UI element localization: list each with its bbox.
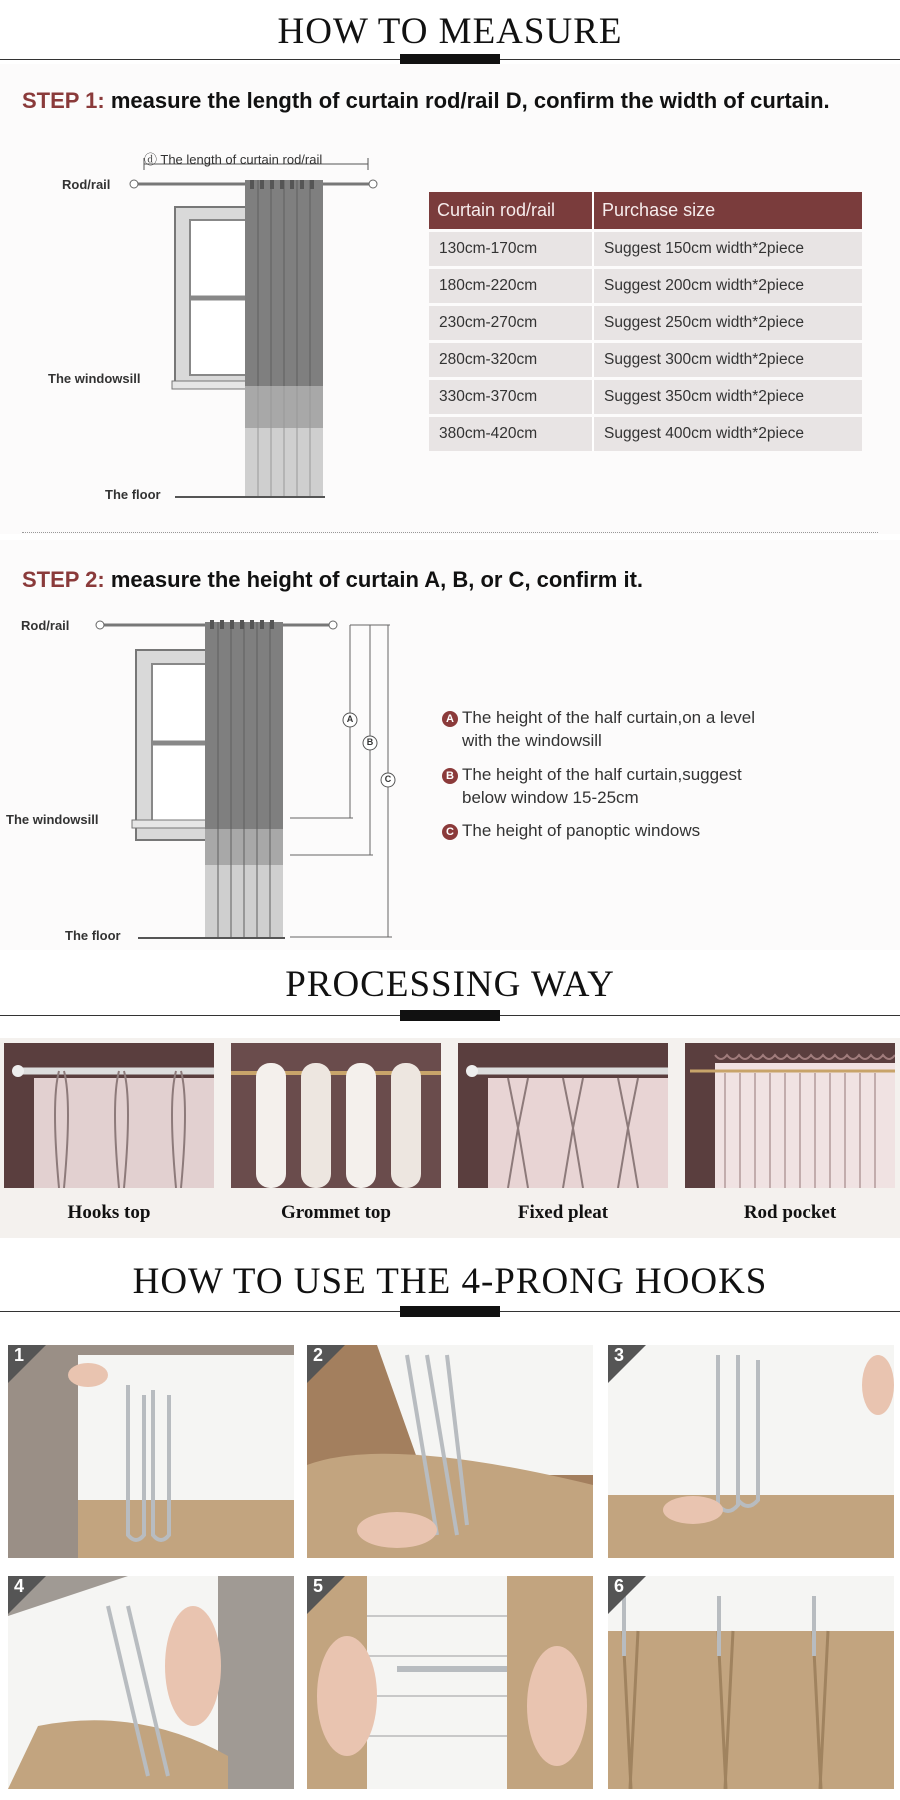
processing-label-grommet-top: Grommet top [281,1202,391,1223]
step1-text: measure the length of curtain rod/rail D, confirm the width of curtain. [110,88,830,113]
hook-step-number: 5 [313,1576,324,1596]
table-cell: Suggest 300cm width*2piece [592,343,862,377]
table-cell: 130cm-170cm [429,232,592,266]
size-table-header-cell: Purchase size [592,192,862,229]
step1-diagram [40,140,400,510]
size-table-header-cell: Curtain rod/rail [429,192,592,229]
legend-item-b [442,763,742,809]
step1-windowsill-label: The windowsill [48,371,141,386]
table-cell: Suggest 400cm width*2piece [592,417,862,451]
section-title-hooks: HOW TO USE THE 4-PRONG HOOKS [132,1261,768,1302]
section-divider [22,532,878,533]
table-cell: Suggest 200cm width*2piece [592,269,862,303]
processing-card-hooks-top [4,1043,214,1188]
step2-heading [22,567,643,593]
legend-item-a [442,706,755,752]
table-cell: 330cm-370cm [429,380,592,414]
legend-c-line1: The height of panoptic windows [462,821,701,840]
hook-step-number: 4 [14,1576,25,1596]
hook-step-number: 3 [614,1345,625,1365]
table-cell: Suggest 250cm width*2piece [592,306,862,340]
rod-length-label: ⓓ The length of curtain rod/rail [144,152,323,167]
hook-step-badge [608,1345,646,1383]
step2-floor-label: The floor [65,928,121,943]
title-rule-bar [400,1010,500,1021]
table-row [429,343,862,377]
step1-rod-label: Rod/rail [62,177,111,192]
marker-a-icon: A [442,711,458,727]
marker-b-icon: B [442,768,458,784]
step2-windowsill-label: The windowsill [6,812,99,827]
section-title-measure: HOW TO MEASURE [277,11,623,52]
marker-b: B [366,737,374,747]
hook-step-1-photo [8,1345,294,1558]
processing-label-rod-pocket: Rod pocket [743,1202,837,1223]
table-cell: 230cm-270cm [429,306,592,340]
hook-step-number: 6 [614,1576,625,1596]
table-cell: Suggest 150cm width*2piece [592,232,862,266]
step1-floor-label: The floor [105,487,161,502]
step1-label: STEP 1: [22,88,105,113]
hook-step-3-photo [608,1345,894,1558]
hook-step-badge [8,1576,46,1614]
processing-card-rod-pocket [685,1043,895,1188]
table-row [429,232,862,266]
hook-step-badge [608,1576,646,1614]
legend-a-line2: with the windowsill [462,731,602,750]
hook-step-badge [8,1345,46,1383]
processing-card-fixed-pleat [458,1043,668,1188]
hook-step-badge [307,1576,345,1614]
hook-step-number: 2 [313,1345,324,1365]
step1-heading [22,88,830,114]
table-row [429,380,862,414]
table-cell: 180cm-220cm [429,269,592,303]
legend-item-c [442,819,700,842]
hook-step-2-photo [307,1345,593,1558]
step2-text: measure the height of curtain A, B, or C, confirm it. [110,567,644,592]
step2-rod-label: Rod/rail [21,618,70,633]
step2-diagram [80,610,420,950]
table-row [429,306,862,340]
section-title-processing: PROCESSING WAY [285,964,615,1005]
hook-step-6-photo [608,1576,894,1789]
size-table [429,189,862,454]
legend-a-line1: The height of the half curtain,on a level [462,708,755,727]
processing-card-grommet-top [231,1043,441,1188]
marker-c: C [384,774,392,784]
hook-step-number: 1 [14,1345,25,1365]
processing-label-hooks-top: Hooks top [67,1202,151,1223]
table-cell: Suggest 350cm width*2piece [592,380,862,414]
table-row [429,417,862,451]
legend-b-line2: below window 15-25cm [462,788,639,807]
marker-a: A [346,714,354,724]
hook-step-4-photo [8,1576,294,1789]
table-cell: 280cm-320cm [429,343,592,377]
processing-label-fixed-pleat: Fixed pleat [517,1202,609,1223]
size-table-header [429,192,862,229]
table-row [429,269,862,303]
table-cell: 380cm-420cm [429,417,592,451]
step2-label: STEP 2: [22,567,105,592]
legend-b-line1: The height of the half curtain,suggest [462,765,742,784]
hook-step-badge [307,1345,345,1383]
marker-c-icon: C [442,824,458,840]
hook-step-5-photo [307,1576,593,1789]
title-rule-bar [400,1306,500,1317]
